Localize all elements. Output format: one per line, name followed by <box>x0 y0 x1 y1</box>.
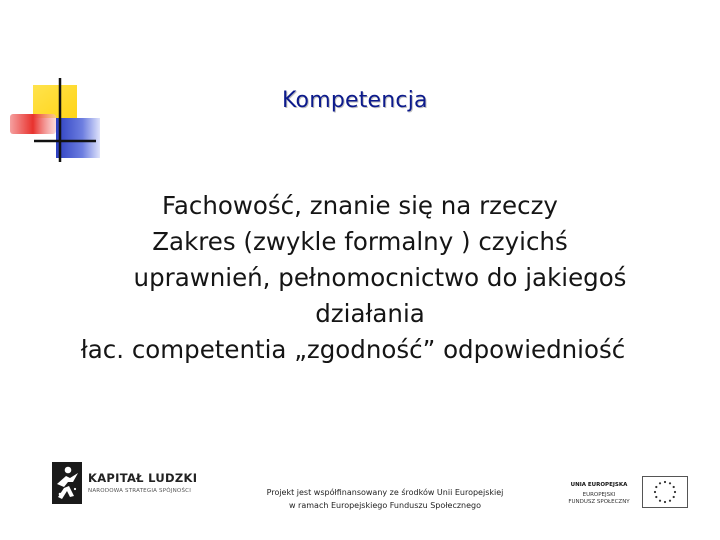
body-line: Fachowość, znanie się na rzeczy <box>162 191 558 220</box>
logo-tagline: NARODOWA STRATEGIA SPÓJNOŚCI <box>88 488 192 494</box>
corner-decoration <box>0 0 110 170</box>
body-line: uprawnień, pełnomocnictwo do jakiegoś <box>133 263 627 292</box>
eu-fund-label: EUROPEJSKI <box>582 492 616 498</box>
eu-fund-label-2: FUNDUSZ SPOŁECZNY <box>568 499 630 505</box>
kapital-ludzki-logo <box>52 462 212 504</box>
cofinancing-line: w ramach Europejskiego Funduszu Społecznego <box>288 501 482 510</box>
red-bar <box>10 114 56 134</box>
eu-logo <box>560 476 690 512</box>
kapital-ludzki-emblem-icon <box>52 462 82 504</box>
cofinancing-note <box>248 486 522 512</box>
slide-body <box>30 188 690 368</box>
eu-union-label: UNIA EUROPEJSKA <box>570 482 628 488</box>
body-line: działania <box>315 299 425 328</box>
slide-title: Kompetencja <box>282 88 428 113</box>
blue-square <box>56 118 100 158</box>
body-line: łac. competentia „zgodność” odpowiedniość <box>80 335 626 364</box>
cofinancing-line: Projekt jest współfinansowany ze środków Unii Europejskiej <box>266 488 504 497</box>
logo-brand-name: KAPITAŁ LUDZKI <box>88 471 198 485</box>
eu-flag-icon <box>642 476 688 508</box>
yellow-square <box>33 85 77 118</box>
body-line: Zakres (zwykle formalny ) czyichś <box>152 227 568 256</box>
